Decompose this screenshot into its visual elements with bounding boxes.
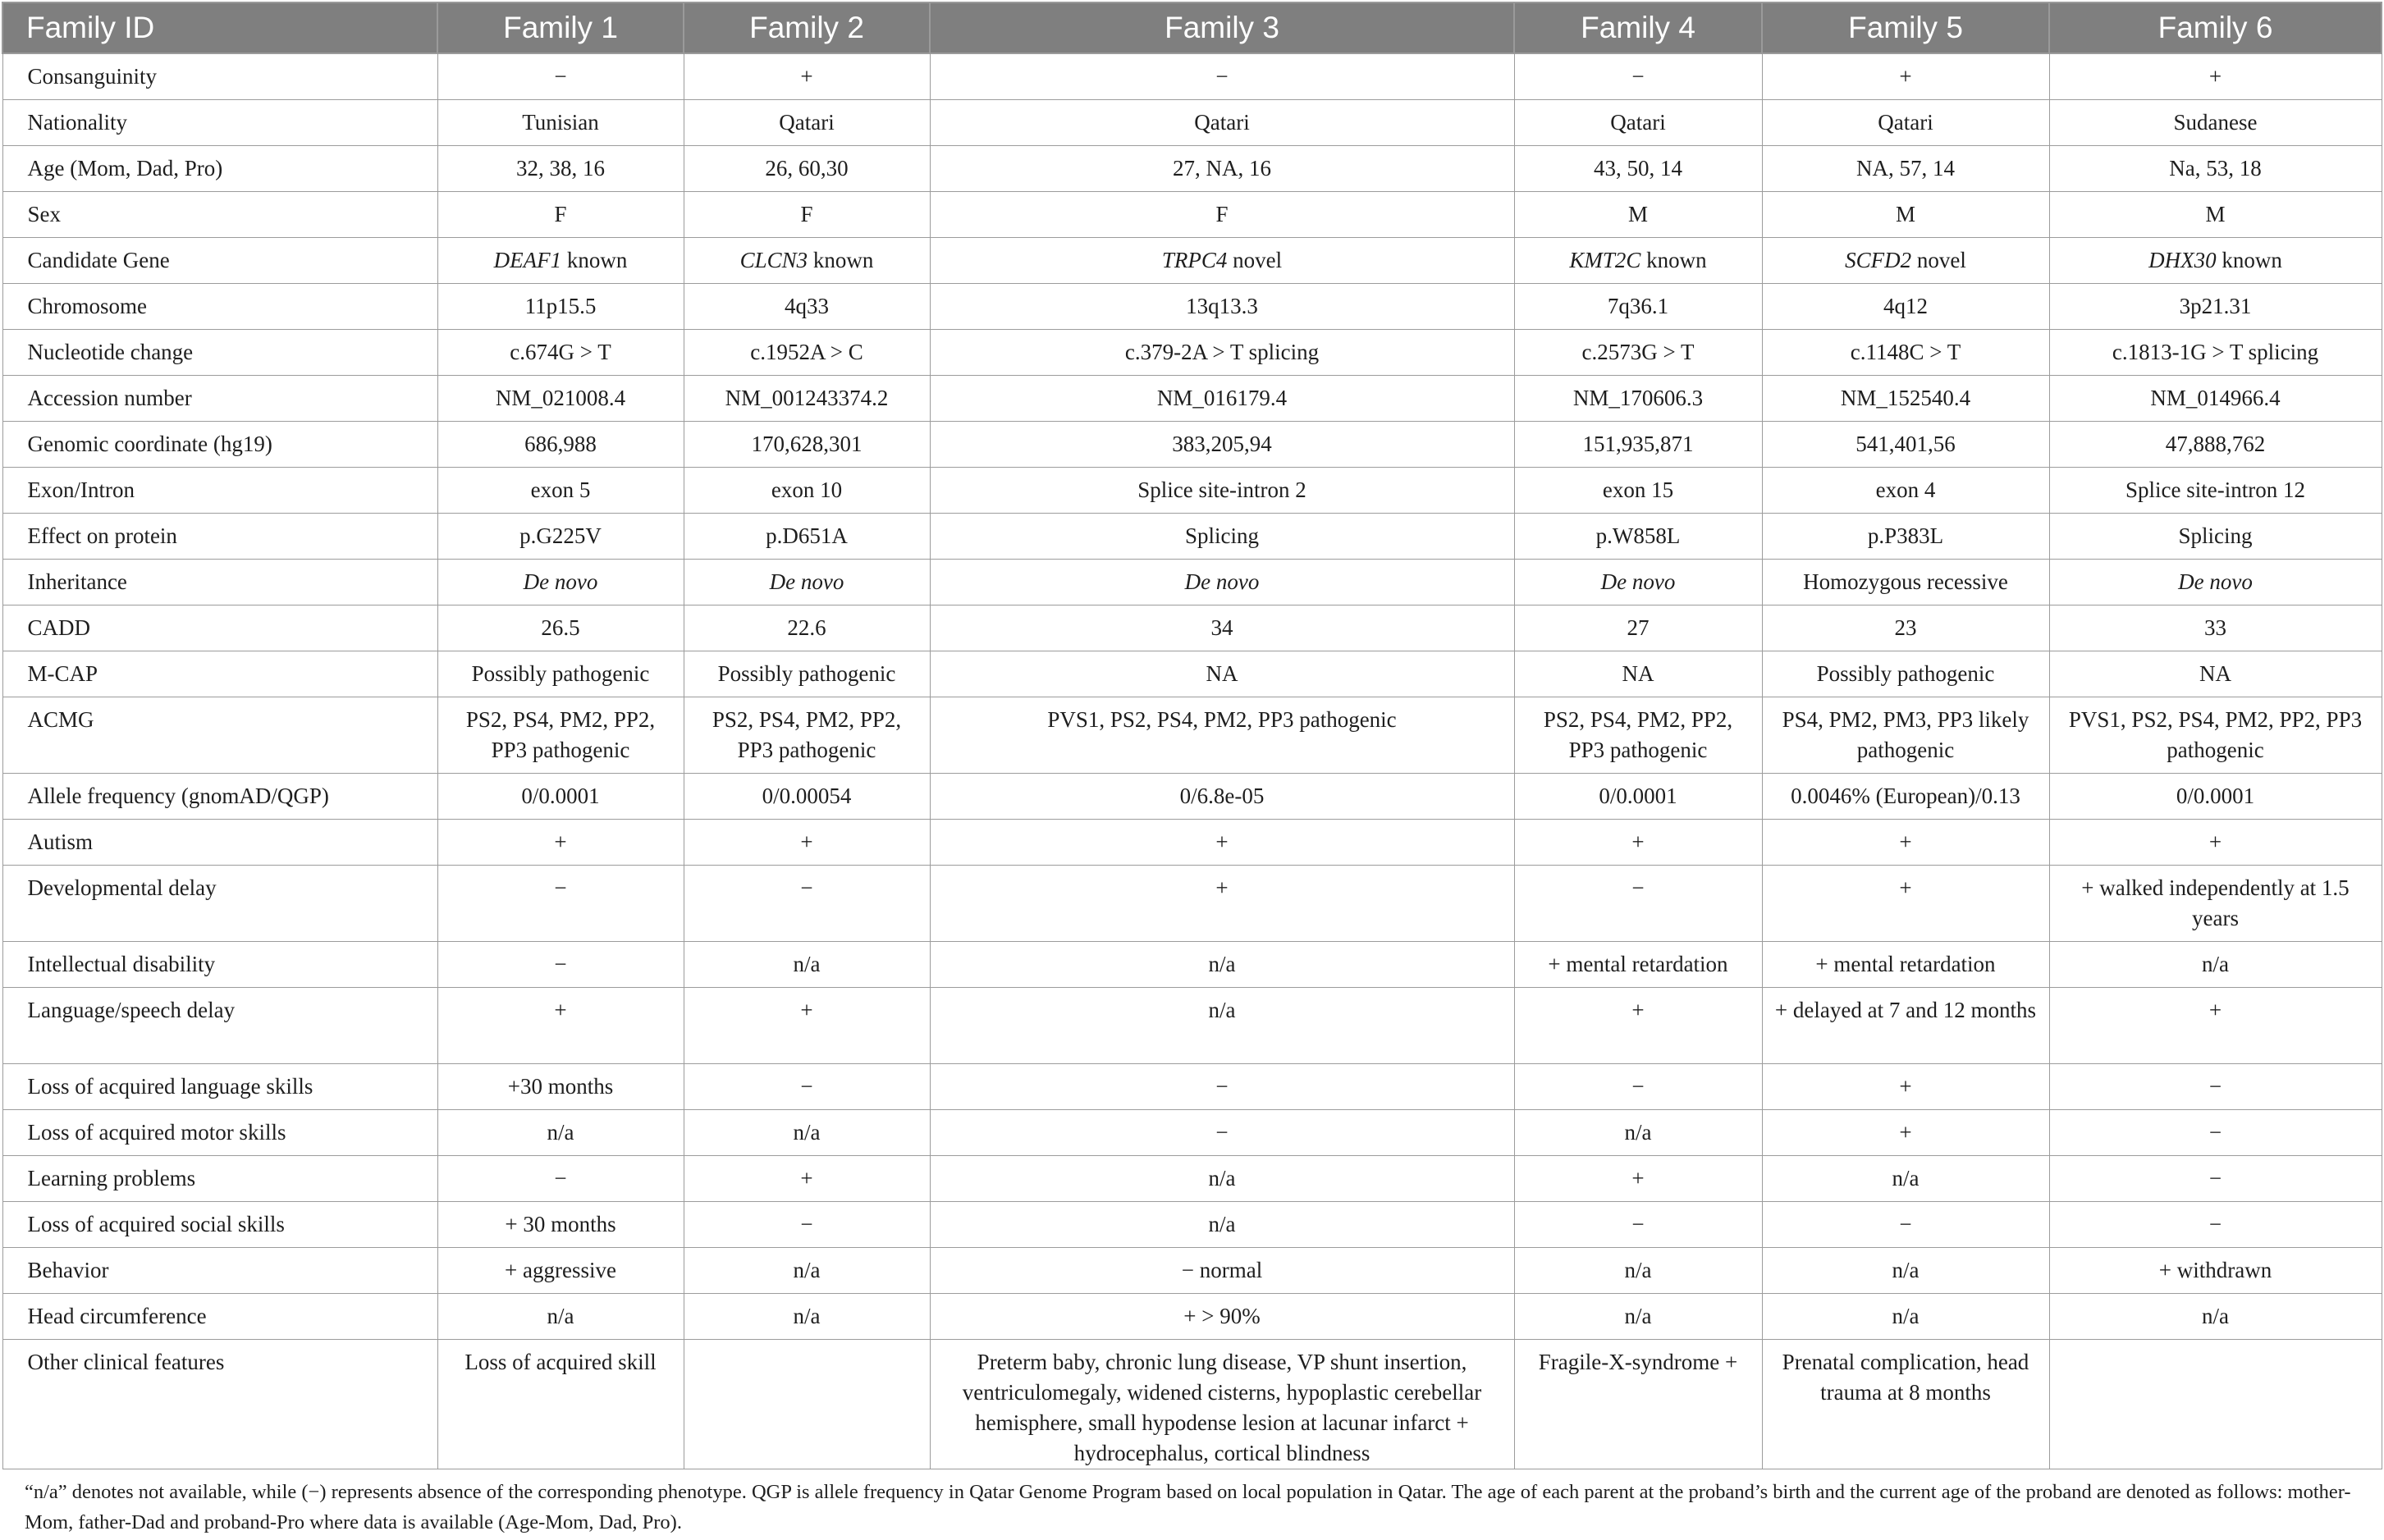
cell [684,560,930,605]
gene-status: known [1640,248,1707,272]
cell: + withdrawn [2049,1248,2382,1294]
cell: NM_014966.4 [2049,376,2382,422]
cell: n/a [437,1110,684,1156]
cell: M [1762,192,2049,238]
cell: NA [1514,651,1762,697]
row-learning-problems [2,1156,2382,1202]
row-age [2,146,2382,192]
cell: exon 10 [684,468,930,514]
cell: Qatari [930,100,1514,146]
cell: 4q33 [684,284,930,330]
cell: Tunisian [437,100,684,146]
cell: − [437,866,684,942]
cell: 0/0.0001 [437,774,684,820]
row-cadd [2,605,2382,651]
cell: 0.0046% (European)/0.13 [1762,774,2049,820]
cell: n/a [684,1294,930,1340]
row-label: Effect on protein [2,514,437,560]
row-intellectual-disability [2,942,2382,988]
row-label: Behavior [2,1248,437,1294]
cell: − [1514,53,1762,100]
cell: p.W858L [1514,514,1762,560]
cell: n/a [1762,1248,2049,1294]
cell-text: De novo [1184,569,1260,594]
cell: 27, NA, 16 [930,146,1514,192]
row-label: Loss of acquired language skills [2,1064,437,1110]
cell: − [930,1064,1514,1110]
cell: Splicing [930,514,1514,560]
cell: n/a [1514,1110,1762,1156]
cell: 27 [1514,605,1762,651]
header-family-6: Family 6 [2049,2,2382,53]
row-label: Age (Mom, Dad, Pro) [2,146,437,192]
header-family-4: Family 4 [1514,2,1762,53]
cell: − [684,1064,930,1110]
cell: + [2049,820,2382,866]
row-label: Genomic coordinate (hg19) [2,422,437,468]
cell: 0/0.0001 [2049,774,2382,820]
row-label: Head circumference [2,1294,437,1340]
cell: NM_170606.3 [1514,376,1762,422]
cell: c.1148C > T [1762,330,2049,376]
cell: − [2049,1110,2382,1156]
cell: c.1813-1G > T splicing [2049,330,2382,376]
cell [2049,1340,2382,1469]
cell: − [2049,1156,2382,1202]
row-label: Candidate Gene [2,238,437,284]
row-label: Nucleotide change [2,330,437,376]
row-label: Intellectual disability [2,942,437,988]
header-family-id: Family ID [2,2,437,53]
cell: Preterm baby, chronic lung disease, VP shunt insertion, ventriculomegaly, widened cisterns, hypoplastic cerebellar hemisphere, small hypodense lesion at lacunar infarct + hydrocephalus, cortical blindness [930,1340,1514,1469]
cell: n/a [930,988,1514,1064]
cell: PVS1, PS2, PS4, PM2, PP3 pathogenic [930,697,1514,774]
cell: − [684,866,930,942]
row-loss-social-skills [2,1202,2382,1248]
row-label: Sex [2,192,437,238]
cell: n/a [1514,1294,1762,1340]
cell: 43, 50, 14 [1514,146,1762,192]
cell [684,1340,930,1469]
cell: − [2049,1064,2382,1110]
cell: PS2, PS4, PM2, PP2, PP3 pathogenic [684,697,930,774]
cell: Possibly pathogenic [1762,651,2049,697]
row-allele-frequency [2,774,2382,820]
cell: 3p21.31 [2049,284,2382,330]
cell: c.2573G > T [1514,330,1762,376]
cell: − [1514,866,1762,942]
gene-name: KMT2C [1569,248,1641,272]
cell: Homozygous recessive [1762,560,2049,605]
cell: +30 months [437,1064,684,1110]
cell: + [1514,988,1762,1064]
row-label: Language/speech delay [2,988,437,1064]
row-developmental-delay [2,866,2382,942]
cell: NM_001243374.2 [684,376,930,422]
cell: − [1514,1202,1762,1248]
row-inheritance [2,560,2382,605]
cell: 22.6 [684,605,930,651]
cell: − [1762,1202,2049,1248]
cell: + [684,988,930,1064]
gene-name: CLCN3 [739,248,808,272]
cell: 47,888,762 [2049,422,2382,468]
cell: PS2, PS4, PM2, PP2, PP3 pathogenic [1514,697,1762,774]
gene-name: DEAF1 [493,248,562,272]
cell: + [2049,988,2382,1064]
row-behavior [2,1248,2382,1294]
header-family-1: Family 1 [437,2,684,53]
cell [1762,238,2049,284]
cell: Sudanese [2049,100,2382,146]
cell: NM_152540.4 [1762,376,2049,422]
cell: n/a [1762,1294,2049,1340]
cell: F [684,192,930,238]
cell: Possibly pathogenic [684,651,930,697]
cell-text: De novo [2178,569,2253,594]
family-variant-table [2,2,2382,1469]
row-consanguinity [2,53,2382,100]
cell: 686,988 [437,422,684,468]
row-label: Learning problems [2,1156,437,1202]
gene-status: known [561,248,628,272]
row-language-speech-delay [2,988,2382,1064]
cell-text: De novo [523,569,598,594]
cell: 383,205,94 [930,422,1514,468]
cell [437,560,684,605]
cell: + [437,988,684,1064]
row-candidate-gene [2,238,2382,284]
cell: exon 15 [1514,468,1762,514]
cell-text: De novo [1600,569,1676,594]
cell: − [437,942,684,988]
cell: M [2049,192,2382,238]
cell: p.P383L [1762,514,2049,560]
row-nucleotide-change [2,330,2382,376]
cell: + mental retardation [1762,942,2049,988]
row-label: Developmental delay [2,866,437,942]
cell: 151,935,871 [1514,422,1762,468]
row-label: Exon/Intron [2,468,437,514]
cell: 541,401,56 [1762,422,2049,468]
row-acmg [2,697,2382,774]
cell: + [684,1156,930,1202]
row-label: Loss of acquired motor skills [2,1110,437,1156]
gene-status: novel [1911,248,1966,272]
cell: + [684,53,930,100]
header-row [2,2,2382,53]
cell: + [2049,53,2382,100]
cell: + [1762,53,2049,100]
cell: + [1762,1110,2049,1156]
cell: − [930,53,1514,100]
cell: Prenatal complication, head trauma at 8 months [1762,1340,2049,1469]
cell: M [1514,192,1762,238]
cell: + > 90% [930,1294,1514,1340]
row-genomic-coordinate [2,422,2382,468]
cell: n/a [2049,942,2382,988]
cell: n/a [1514,1248,1762,1294]
cell: n/a [2049,1294,2382,1340]
cell: − [437,1156,684,1202]
row-other-clinical-features [2,1340,2382,1469]
cell: 4q12 [1762,284,2049,330]
cell: n/a [1762,1156,2049,1202]
cell: Qatari [1762,100,2049,146]
cell [437,238,684,284]
cell: + [1762,820,2049,866]
cell: + [930,866,1514,942]
row-nationality [2,100,2382,146]
table-container [2,2,2381,1469]
cell: F [437,192,684,238]
cell: n/a [930,942,1514,988]
cell: + [1514,820,1762,866]
cell: Splice site-intron 12 [2049,468,2382,514]
header-family-2: Family 2 [684,2,930,53]
cell [2049,238,2382,284]
cell: 11p15.5 [437,284,684,330]
cell [1514,560,1762,605]
cell: Fragile-X-syndrome + [1514,1340,1762,1469]
cell: + [1762,1064,2049,1110]
cell [930,560,1514,605]
gene-status: known [808,248,874,272]
cell: PVS1, PS2, PS4, PM2, PP2, PP3 pathogenic [2049,697,2382,774]
row-label: Autism [2,820,437,866]
cell [684,238,930,284]
cell: NM_016179.4 [930,376,1514,422]
gene-name: TRPC4 [1161,248,1228,272]
cell: NA [2049,651,2382,697]
cell: n/a [684,1248,930,1294]
cell: n/a [930,1156,1514,1202]
row-head-circumference [2,1294,2382,1340]
row-label: Chromosome [2,284,437,330]
header-family-5: Family 5 [1762,2,2049,53]
cell: F [930,192,1514,238]
gene-status: novel [1227,248,1283,272]
cell-text: De novo [769,569,844,594]
row-loss-language-skills [2,1064,2382,1110]
cell: 13q13.3 [930,284,1514,330]
cell: Splice site-intron 2 [930,468,1514,514]
cell: 32, 38, 16 [437,146,684,192]
row-label: Accession number [2,376,437,422]
cell: Qatari [1514,100,1762,146]
row-label: Nationality [2,100,437,146]
cell: c.674G > T [437,330,684,376]
cell: NA [930,651,1514,697]
cell: − normal [930,1248,1514,1294]
cell: + [930,820,1514,866]
cell: + [1514,1156,1762,1202]
cell: + aggressive [437,1248,684,1294]
row-exon-intron [2,468,2382,514]
gene-name: SCFD2 [1845,248,1912,272]
row-label: Loss of acquired social skills [2,1202,437,1248]
cell: Qatari [684,100,930,146]
cell: + [437,820,684,866]
cell: 170,628,301 [684,422,930,468]
cell: 23 [1762,605,2049,651]
cell: Possibly pathogenic [437,651,684,697]
row-sex [2,192,2382,238]
cell: p.D651A [684,514,930,560]
cell: NA, 57, 14 [1762,146,2049,192]
cell: − [2049,1202,2382,1248]
cell: Loss of acquired skill [437,1340,684,1469]
header-family-3: Family 3 [930,2,1514,53]
cell: p.G225V [437,514,684,560]
cell: 34 [930,605,1514,651]
gene-name: DHX30 [2148,248,2217,272]
cell: 26.5 [437,605,684,651]
cell: c.1952A > C [684,330,930,376]
cell: + walked independently at 1.5 years [2049,866,2382,942]
row-effect-on-protein [2,514,2382,560]
cell: NM_021008.4 [437,376,684,422]
row-label: CADD [2,605,437,651]
cell: + 30 months [437,1202,684,1248]
cell: 0/0.00054 [684,774,930,820]
cell: + mental retardation [1514,942,1762,988]
cell: 33 [2049,605,2382,651]
row-loss-motor-skills [2,1110,2382,1156]
cell: n/a [684,1110,930,1156]
cell: 26, 60,30 [684,146,930,192]
cell [930,238,1514,284]
cell: PS4, PM2, PM3, PP3 likely pathogenic [1762,697,2049,774]
row-label: Inheritance [2,560,437,605]
cell: − [930,1110,1514,1156]
row-autism [2,820,2382,866]
cell: 0/6.8e-05 [930,774,1514,820]
cell: Splicing [2049,514,2382,560]
row-label: Other clinical features [2,1340,437,1469]
cell: 7q36.1 [1514,284,1762,330]
cell: − [1514,1064,1762,1110]
cell: exon 5 [437,468,684,514]
cell [1514,238,1762,284]
row-chromosome [2,284,2382,330]
cell: + [684,820,930,866]
row-label: ACMG [2,697,437,774]
row-m-cap [2,651,2382,697]
cell: 0/0.0001 [1514,774,1762,820]
row-label: Consanguinity [2,53,437,100]
cell: + delayed at 7 and 12 months [1762,988,2049,1064]
gene-status: known [2216,248,2282,272]
cell: Na, 53, 18 [2049,146,2382,192]
cell: exon 4 [1762,468,2049,514]
cell: n/a [684,942,930,988]
cell [2049,560,2382,605]
cell: PS2, PS4, PM2, PP2, PP3 pathogenic [437,697,684,774]
cell: c.379-2A > T splicing [930,330,1514,376]
cell: − [437,53,684,100]
row-label: M-CAP [2,651,437,697]
row-label: Allele frequency (gnomAD/QGP) [2,774,437,820]
cell: n/a [930,1202,1514,1248]
table-footnote: “n/a” denotes not available, while (−) represents absence of the corresponding phenotype. QGP is allele frequency in Qatar Genome Program based on local population in Qatar. The age of each parent at the proband’s birth and the current age of the proband are denoted as follows: mother-Mom, father-Dad and proband-Pro where data is available (Age-Mom, Dad, Pro). [25,1481,2351,1533]
cell: n/a [437,1294,684,1340]
row-accession-number [2,376,2382,422]
cell: − [684,1202,930,1248]
cell: + [1762,866,2049,942]
